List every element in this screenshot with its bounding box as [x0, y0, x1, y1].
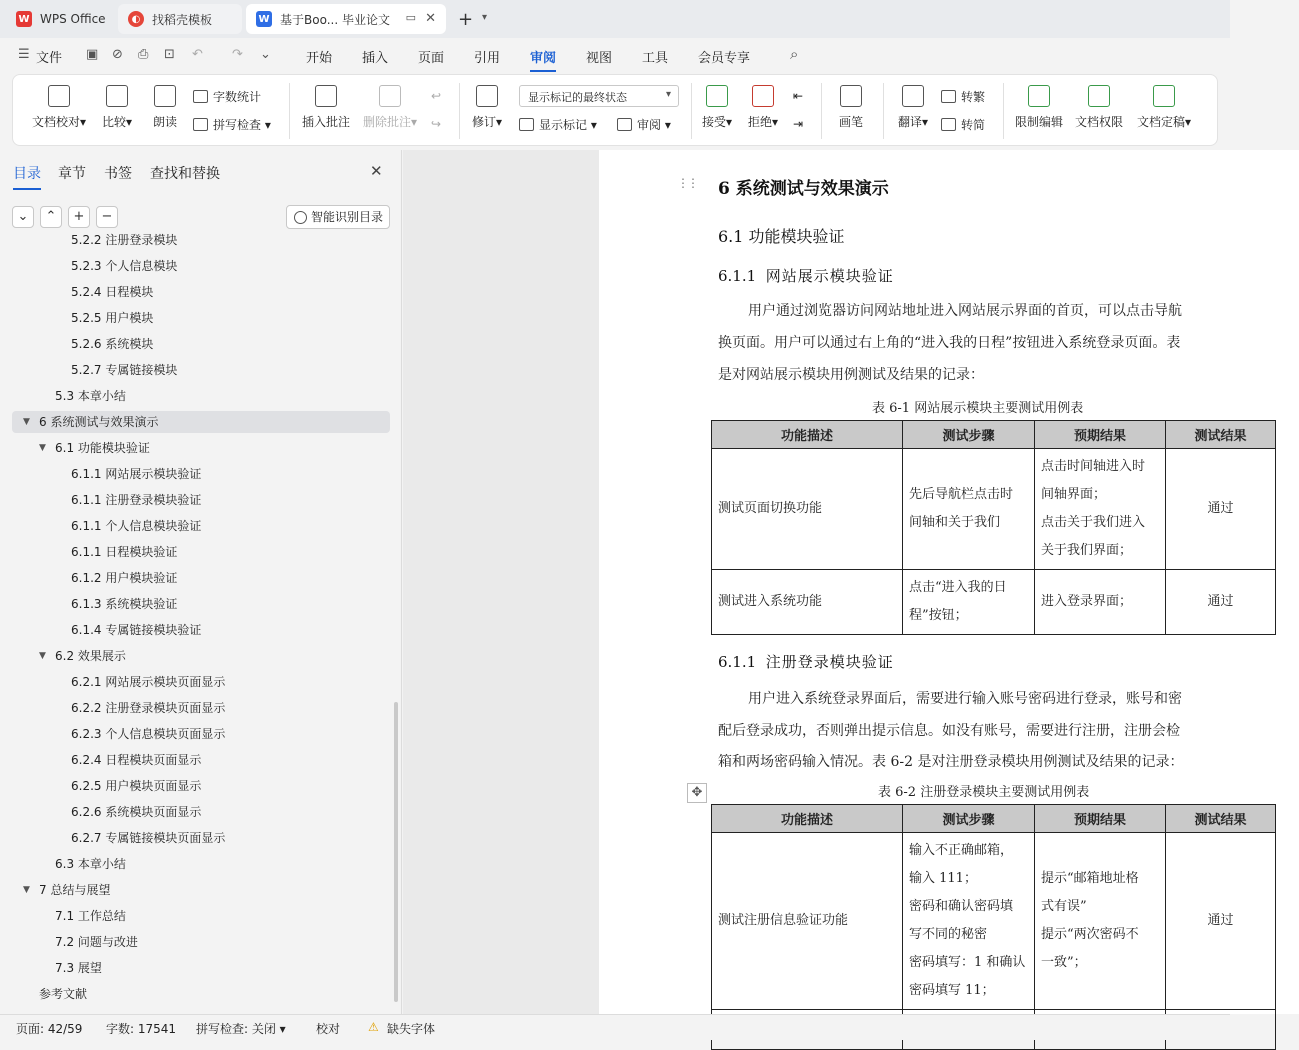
toc-item[interactable] [12, 437, 390, 459]
table-header: 预期结果 [1035, 421, 1166, 449]
tab-label: WPS Office [40, 12, 106, 26]
toc-item[interactable] [12, 359, 390, 381]
doc-permission-button[interactable]: 文档权限 [1071, 85, 1127, 130]
toc-item[interactable] [12, 593, 390, 615]
toc-item[interactable] [12, 775, 390, 797]
toc-item[interactable] [12, 905, 390, 927]
toc-item[interactable] [12, 957, 390, 979]
toc-item-label: 6.1.1 个人信息模块验证 [71, 519, 202, 533]
paragraph-line: 箱和两场密码输入情况。表 6-2 是对注册登录模块用例测试及结果的记录： [718, 754, 1184, 770]
toc-item-label: 6.1.2 用户模块验证 [71, 571, 178, 585]
table-cell: 提示“邮箱地址格 式有误” 提示“两次密码不 一致”； [1035, 833, 1166, 1010]
toc-item-label: 参考文献 [39, 987, 88, 1001]
toc-item[interactable] [12, 463, 390, 485]
previous-change-icon[interactable]: ⇤ [793, 89, 804, 103]
table-cell: 先后导航栏点击时 间轴和关于我们 [903, 449, 1035, 570]
menu-references[interactable]: 引用 [474, 51, 501, 66]
toc-item-label: 5.2.3 个人信息模块 [71, 259, 178, 273]
close-icon[interactable]: ✕ [425, 11, 436, 26]
chevron-down-icon[interactable]: ▾ [482, 12, 488, 23]
close-icon[interactable]: ✕ [370, 162, 383, 180]
drag-handle-icon[interactable]: ⋮⋮ [677, 176, 697, 190]
toc-item[interactable] [12, 385, 390, 407]
doc-check-icon [48, 85, 70, 107]
toc-item[interactable] [12, 697, 390, 719]
document-area [403, 150, 1247, 1014]
menu-insert[interactable]: 插入 [362, 51, 389, 66]
toc-item[interactable] [12, 333, 390, 355]
heading-3-website [718, 265, 894, 286]
paragraph-line: 是对网站展示模块用例测试及结果的记录： [718, 367, 984, 383]
heading-text: 网站展示模块验证 [765, 267, 894, 285]
missing-font-status[interactable]: 缺失字体 [387, 1022, 436, 1036]
toc-item-label: 6.2.2 注册登录模块页面显示 [71, 701, 226, 715]
compare-button[interactable]: 比较▾ [97, 85, 137, 130]
new-tab-plus-icon[interactable]: + [458, 9, 474, 30]
show-markup-button[interactable]: 显示标记 ▾ [519, 116, 597, 133]
tab-document[interactable] [246, 4, 446, 34]
title-bar [0, 0, 1230, 38]
toc-item-label: 7 总结与展望 [39, 883, 111, 897]
reject-button[interactable]: 拒绝▾ [743, 85, 783, 130]
print-icon[interactable]: ⎙ [138, 47, 149, 62]
table-header: 功能描述 [712, 421, 903, 449]
navigation-pane [0, 150, 402, 1014]
review-pane-button[interactable]: 审阅 ▾ [617, 116, 671, 133]
table-header: 测试步骤 [903, 805, 1035, 833]
track-changes-icon [476, 85, 498, 107]
toc-item-label: 5.2.7 专属链接模块 [71, 363, 178, 377]
toc-item[interactable] [12, 229, 390, 251]
pen-icon [840, 85, 862, 107]
table-caption: 表 6-1 网站展示模块主要测试用例表 [872, 401, 1084, 416]
toc-item[interactable] [12, 281, 390, 303]
table-header: 测试结果 [1166, 421, 1276, 449]
heading-1: 6 系统测试与效果演示 [718, 179, 889, 199]
print-preview-icon[interactable]: ⊡ [164, 47, 175, 62]
doc-finalize-icon [1153, 85, 1175, 107]
heading-2: 6.1 功能模块验证 [718, 227, 845, 246]
expand-triangle-icon[interactable]: ▼ [39, 443, 46, 453]
reject-icon [752, 85, 774, 107]
toc-item[interactable] [12, 255, 390, 277]
restrict-edit-button[interactable]: 限制编辑 [1011, 85, 1067, 130]
toc-item-label: 5.2.4 日程模块 [71, 285, 154, 299]
redo-icon[interactable]: ↷ [232, 47, 243, 62]
toc-item-label: 6.1.1 日程模块验证 [71, 545, 178, 559]
restrict-edit-icon [1028, 85, 1050, 107]
tab-label: 基于Boo... 毕业论文 [280, 12, 390, 27]
toc-item-label: 6.1.3 系统模块验证 [71, 597, 178, 611]
paragraph-line: 换页面。用户可以通过右上角的“进入我的日程”按钮进入系统登录页面。表 [718, 335, 1181, 351]
toc-item[interactable] [12, 931, 390, 953]
tab-docer-templates[interactable] [118, 4, 242, 34]
table-cell: 点击“进入我的日 程”按钮； [903, 570, 1035, 635]
table-move-icon[interactable]: ✥ [687, 783, 707, 803]
accept-button[interactable]: 接受▾ [697, 85, 737, 130]
toc-item[interactable] [12, 801, 390, 823]
table-cell: 进入登录界面； [1035, 570, 1166, 635]
toc-item-label: 6.1.4 专属链接模块验证 [71, 623, 202, 637]
spell-check-button[interactable]: 拼写检查 ▾ [193, 116, 271, 133]
toc-item-label: 7.3 展望 [55, 961, 102, 975]
divider [883, 83, 884, 139]
divider [691, 83, 692, 139]
comment-delete-icon [379, 85, 401, 107]
toc-item[interactable] [12, 411, 390, 433]
toc-item-label: 6.3 本章小结 [55, 857, 126, 871]
save-icon[interactable]: ▣ [86, 47, 99, 62]
divider [821, 83, 822, 139]
table-header: 预期结果 [1035, 805, 1166, 833]
table-row [712, 833, 1276, 1010]
toc-item-label: 6.2.6 系统模块页面显示 [71, 805, 202, 819]
word-count-icon [193, 90, 208, 103]
markup-state-select[interactable]: 显示标记的最终状态 ▾ [519, 85, 679, 107]
spell-check-icon [193, 118, 208, 131]
next-change-icon[interactable]: ⇥ [793, 117, 804, 131]
doc-finalize-button[interactable]: 文档定稿▾ [1131, 85, 1197, 130]
menu-file[interactable]: 文件 [36, 51, 63, 66]
wps-logo-icon: W [16, 11, 32, 27]
comment-add-icon [315, 85, 337, 107]
word-count-button[interactable]: 字数统计 [193, 88, 261, 105]
translate-icon [902, 85, 924, 107]
table-header: 测试步骤 [903, 421, 1035, 449]
translate-button[interactable]: 翻译▾ [891, 85, 935, 130]
read-aloud-icon [154, 85, 176, 107]
test-case-table-1 [711, 420, 1276, 635]
doc-permission-icon [1088, 85, 1110, 107]
toc-item-label: 6.2.5 用户模块页面显示 [71, 779, 202, 793]
expand-triangle-icon[interactable]: ▼ [23, 885, 30, 895]
proofread-status[interactable]: 校对 [316, 1022, 341, 1036]
to-simplified-button[interactable]: 转简 [941, 116, 985, 133]
table-cell: 通过 [1166, 833, 1276, 1010]
track-changes-button[interactable]: 修订▾ [467, 85, 507, 130]
heading-3-login [718, 651, 894, 672]
undo-icon[interactable]: ↶ [192, 47, 203, 62]
nav-tab-toc[interactable]: 目录 [13, 163, 41, 183]
toc-item-label: 6.1.1 注册登录模块验证 [71, 493, 202, 507]
menu-view[interactable]: 视图 [586, 51, 613, 66]
review-pane-icon [617, 118, 632, 131]
traditional-chinese-icon [941, 90, 956, 103]
heading-number: 6.1.1 [718, 267, 757, 285]
table-cell: 通过 [1166, 449, 1276, 570]
toc-item[interactable] [12, 749, 390, 771]
paragraph-line: 配后登录成功，否则弹出提示信息。如没有账号，需要进行注册，注册会检 [718, 723, 1180, 739]
hamburger-icon[interactable]: ☰ [18, 47, 30, 62]
document-page[interactable] [599, 150, 1299, 1014]
accept-icon [706, 85, 728, 107]
page-indicator[interactable]: 页面: 42/59 [16, 1022, 83, 1036]
word-count[interactable]: 字数: 17541 [106, 1022, 177, 1036]
toc-item[interactable] [12, 541, 390, 563]
popout-icon[interactable]: ▭ [405, 11, 416, 24]
tab-wps-office[interactable] [6, 4, 112, 34]
expand-triangle-icon[interactable]: ▼ [23, 417, 30, 427]
expand-up-button[interactable]: ⌃ [40, 206, 62, 228]
toc-item-label: 6.1 功能模块验证 [55, 441, 150, 455]
read-aloud-button[interactable]: 朗读 [147, 85, 183, 130]
table-header: 测试结果 [1166, 805, 1276, 833]
paragraph-line: 用户通过浏览器访问网站地址进入网站展示界面的首页，可以点击导航 [748, 303, 1182, 319]
link-icon[interactable]: ⊘ [112, 47, 123, 62]
review-ribbon [12, 74, 1218, 146]
toc-item[interactable] [12, 879, 390, 901]
show-markup-icon [519, 118, 534, 131]
divider [289, 83, 290, 139]
expand-triangle-icon[interactable]: ▼ [39, 651, 46, 661]
toc-item-label: 7.1 工作总结 [55, 909, 126, 923]
toc-item-label: 6.2.3 个人信息模块页面显示 [71, 727, 226, 741]
menu-bar [0, 38, 1230, 72]
toc-item-label: 6 系统测试与效果演示 [39, 415, 159, 429]
toc-item[interactable] [12, 489, 390, 511]
paragraph-line: 用户进入系统登录界面后，需要进行输入账号密码进行登录，账号和密 [748, 691, 1182, 707]
menu-page[interactable]: 页面 [418, 51, 445, 66]
table-caption: 表 6-2 注册登录模块主要测试用例表 [878, 785, 1090, 800]
compare-icon [106, 85, 128, 107]
divider [1003, 83, 1004, 139]
table-cell: 测试页面切换功能 [712, 449, 903, 570]
simplified-chinese-icon [941, 118, 956, 131]
table-row [712, 449, 1276, 570]
remove-heading-button[interactable]: − [96, 206, 118, 228]
writer-doc-icon: W [256, 11, 272, 27]
toc-item[interactable] [12, 515, 390, 537]
toc-item[interactable] [12, 307, 390, 329]
table-row [712, 570, 1276, 635]
menu-member[interactable]: 会员专享 [698, 51, 751, 66]
nav-tab-find-replace[interactable]: 查找和替换 [150, 166, 220, 182]
table-cell: 通过 [1166, 570, 1276, 635]
add-heading-button[interactable]: + [68, 206, 90, 228]
toc-item-label: 6.2.1 网站展示模块页面显示 [71, 675, 226, 689]
toc-item-label: 5.2.5 用户模块 [71, 311, 154, 325]
toc-item[interactable] [12, 567, 390, 589]
toc-item-label: 5.2.6 系统模块 [71, 337, 154, 351]
toc-item-label: 6.2.4 日程模块页面显示 [71, 753, 202, 767]
collapse-all-button[interactable]: ⌄ [12, 206, 34, 228]
toc-item[interactable] [12, 645, 390, 667]
toc-item-label: 7.2 问题与改进 [55, 935, 138, 949]
doc-check-button[interactable]: 文档校对▾ [29, 85, 89, 130]
chevron-down-icon: ▾ [665, 89, 671, 100]
heading-text: 注册登录模块验证 [765, 653, 894, 671]
smart-toc-button[interactable]: 智能识别目录 [286, 205, 390, 229]
chevron-down-icon[interactable]: ⌄ [260, 47, 271, 62]
toc-item-label: 5.2.2 注册登录模块 [71, 233, 178, 247]
toc-item[interactable] [12, 827, 390, 849]
table-cell: 测试注册信息验证功能 [712, 833, 903, 1010]
toc-item[interactable] [12, 619, 390, 641]
nav-tab-bookmarks[interactable]: 书签 [104, 166, 132, 182]
delete-comment-button[interactable]: 删除批注▾ [359, 85, 421, 130]
toc-item[interactable] [12, 671, 390, 693]
toc-item[interactable] [12, 723, 390, 745]
docer-logo-icon: ◐ [128, 11, 144, 27]
next-comment-icon[interactable]: ↪ [431, 117, 442, 131]
toc-item[interactable] [12, 853, 390, 875]
toc-item-label: 6.2.7 专属链接模块页面显示 [71, 831, 226, 845]
table-header: 功能描述 [712, 805, 903, 833]
menu-home[interactable]: 开始 [306, 51, 333, 66]
menu-review[interactable]: 审阅 [530, 47, 556, 66]
status-bar [0, 1014, 1230, 1040]
toc-list [12, 233, 390, 1014]
toc-item-label: 6.2 效果展示 [55, 649, 126, 663]
table-cell: 点击时间轴进入时 间轴界面； 点击关于我们进入 关于我们界面； [1035, 449, 1166, 570]
insert-comment-button[interactable]: 插入批注 [299, 85, 353, 130]
scrollbar[interactable] [394, 702, 398, 1002]
heading-number: 6.1.1 [718, 653, 757, 671]
warning-icon: ⚠ [368, 1020, 379, 1034]
menu-tools[interactable]: 工具 [642, 51, 669, 66]
previous-comment-icon[interactable]: ↩ [431, 89, 442, 103]
pen-button[interactable]: 画笔 [831, 85, 871, 130]
toc-item-label: 5.3 本章小结 [55, 389, 126, 403]
tab-label: 找稻壳模板 [152, 12, 213, 27]
toc-item-label: 6.1.1 网站展示模块验证 [71, 467, 202, 481]
smart-toc-icon [294, 211, 307, 224]
search-icon[interactable]: ⌕ [790, 45, 799, 63]
divider [459, 83, 460, 139]
to-traditional-button[interactable]: 转繁 [941, 88, 985, 105]
nav-tab-sections[interactable]: 章节 [58, 166, 86, 182]
table-cell: 输入不正确邮箱， 输入 111； 密码和确认密码填 写不同的秘密 密码填写：1 和确认 密码填写 11； [903, 833, 1035, 1010]
spell-check-status[interactable]: 拼写检查: 关闭 ▾ [196, 1022, 286, 1036]
table-cell: 测试进入系统功能 [712, 570, 903, 635]
toc-item[interactable] [12, 983, 390, 1005]
